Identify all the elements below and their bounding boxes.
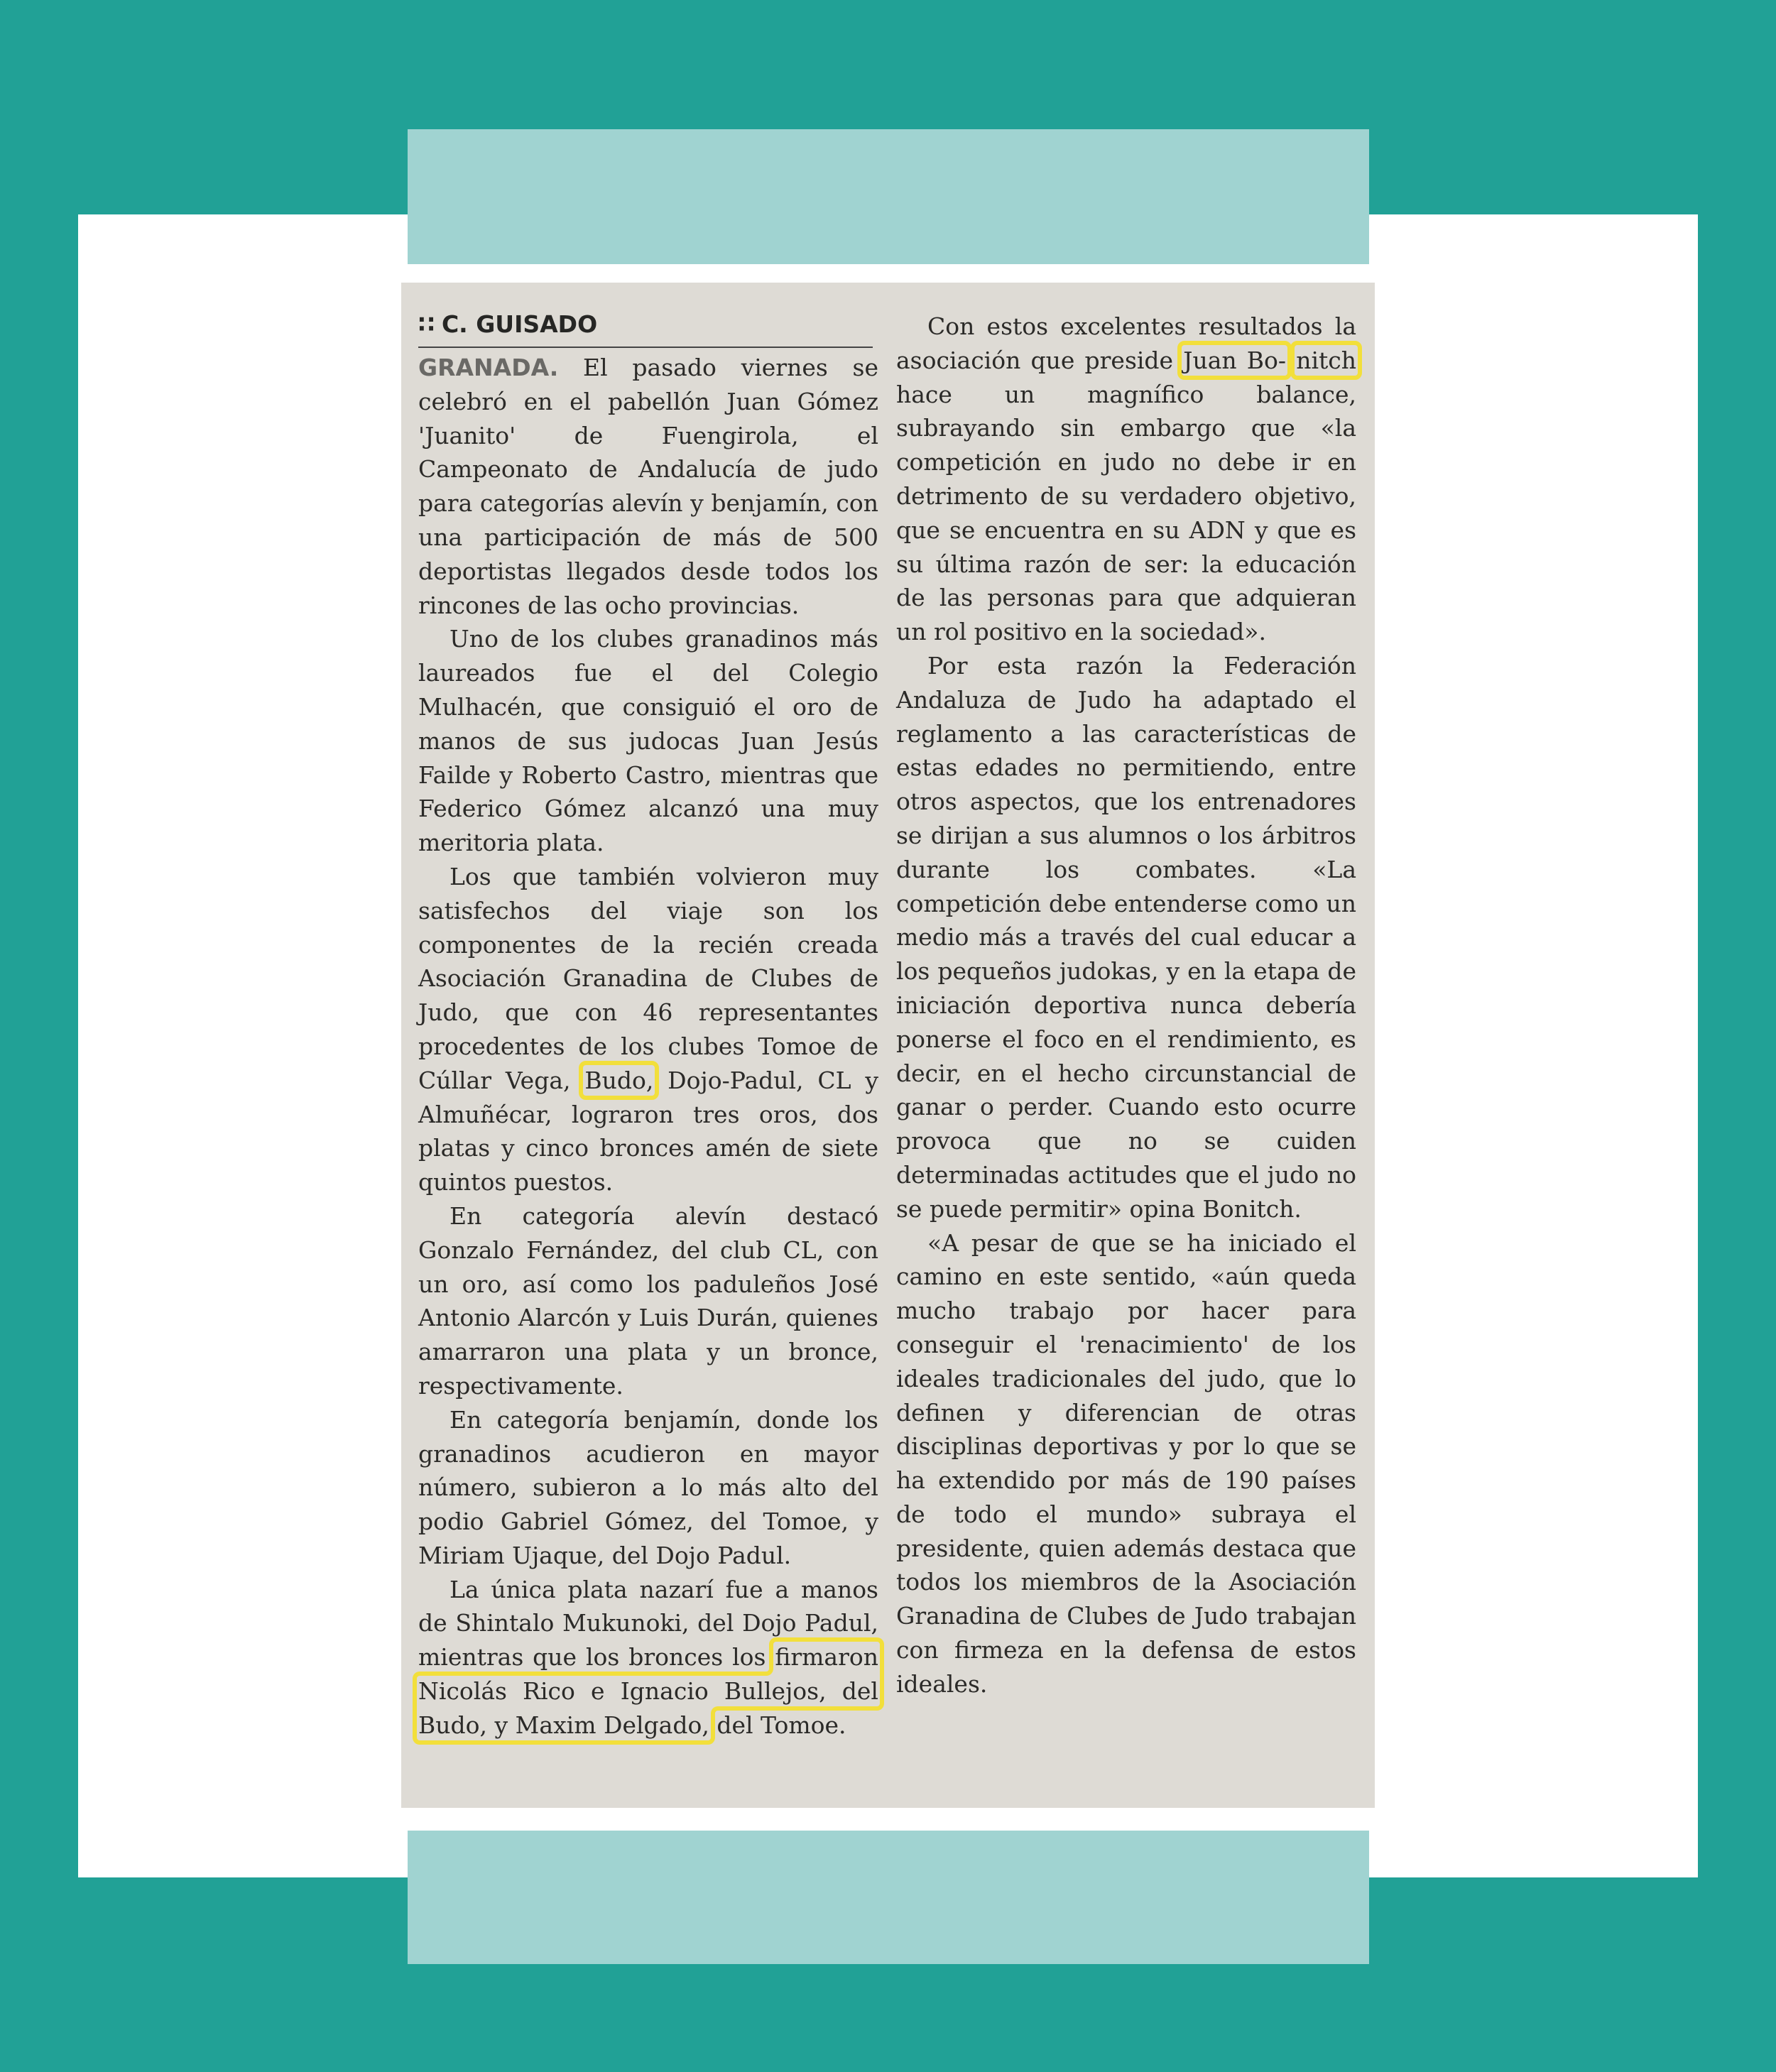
top-tab-banner [408, 129, 1369, 264]
article-columns [418, 310, 1356, 1743]
paragraph-2: Uno de los clubes granadinos más laureados fue el del Colegio Mulhacén, que consiguió el oro de manos de sus judocas Juan Jesús Failde y Roberto Castro, mientras que Federico Gómez alcanzó una muy meritoria plata. [418, 625, 878, 857]
paragraph-3 [418, 860, 878, 1199]
paragraph-5: En categoría benjamín, donde los granadinos acudieron en mayor número, subieron a lo más alto del podio Gabriel Gómez, del Tomoe, y Miriam Ujaque, del Dojo Padul. [418, 1405, 878, 1569]
byline-text: C. GUISADO [441, 310, 598, 338]
paragraph-4: En categoría alevín destacó Gonzalo Fernández, del club CL, con un oro, así como los paduleños José Antonio Alarcón y Luis Durán, quienes amarraron una plata y un bronce, respectivamente. [418, 1201, 878, 1400]
paragraph-6-text-a: La única plata nazarí fue a manos de Shintalo Mukunoki, del Dojo Padul, mientras que los bronces los [418, 1575, 878, 1672]
highlight-bronze-winners: firmaron Nicolás Rico e Ignacio Bullejos, del Budo, y Maxim Delgado, [418, 1643, 878, 1739]
paragraph-1 [418, 351, 878, 622]
byline [418, 310, 873, 348]
highlight-juan-bo: Juan Bo- [1183, 346, 1287, 374]
paragraph-7-text-b: hace un magnífico balance, subrayando sin embargo que «la competición en judo no debe ir en detrimento de su verdadero objetivo, que se encuentra en su ADN y que es su última razón de ser: la educación de las personas para que adquieran un rol positivo en la sociedad». [896, 380, 1356, 646]
newspaper-clipping [401, 283, 1375, 1808]
paragraph-7 [896, 310, 1356, 649]
bullet-icon: ∷ [418, 310, 435, 338]
paragraph-1-text: El pasado viernes se celebró en el pabellón Juan Gómez 'Juanito' de Fuengirola, el Campeonato de Andalucía de judo para categorías alevín y benjamín, con una participación de más de 500 deportistas llegados desde todos los rincones de las ocho provincias. [418, 354, 878, 619]
bottom-tab-banner [408, 1831, 1369, 1964]
paragraph-9: «A pesar de que se ha iniciado el camino en este sentido, «aún queda mucho trabajo por hacer para conseguir el 'renacimiento' de los ideales tradicionales del judo, que lo definen y diferencian de otras disciplinas deportivas y por lo que se ha extendido por más de 190 países de todo el mundo» subraya el presidente, quien además destaca que todos los miembros de la Asociación Granadina de Clubes de Judo trabajan con firmeza en la defensa de estos ideales. [896, 1228, 1356, 1698]
paragraph-8: Por esta razón la Federación Andaluza de Judo ha adaptado el reglamento a las características de estas edades no permitiendo, entre otros aspectos, que los entrenadores se dirijan a sus alumnos o los árbitros durante los combates. «La competición debe entenderse como un medio más a través del cual educar a los pequeños judokas, y en la etapa de iniciación deportiva nunca debería ponerse el foco en el rendimiento, es decir, en el hecho circunstancial de ganar o perder. Cuando esto ocurre provoca que no se cuiden determinadas actitudes que el judo no se puede permitir» opina Bonitch. [896, 651, 1356, 1223]
paragraph-6-text-b: del Tomoe. [709, 1711, 846, 1739]
dateline: GRANADA. [418, 354, 559, 381]
left-column [418, 310, 878, 1743]
paragraph-7-text-a: Con estos excelentes resultados la asociación que preside [896, 312, 1356, 374]
highlight-budo: Budo, [584, 1066, 654, 1094]
paragraph-6 [418, 1573, 878, 1743]
paragraph-3-text-a: Los que también volvieron muy satisfechos del viaje son los componentes de la recién creada Asociación Granadina de Clubes de Judo, que con 46 representantes procedentes de los clubes Tomoe de Cúllar Vega, [418, 862, 878, 1094]
right-column [896, 310, 1356, 1743]
highlight-nitch: nitch [1296, 346, 1356, 374]
paragraph-3-text-b: Dojo-Padul, CL y Almuñécar, lograron tres oros, dos platas y cinco bronces amén de siete quintos puestos. [418, 1066, 878, 1196]
